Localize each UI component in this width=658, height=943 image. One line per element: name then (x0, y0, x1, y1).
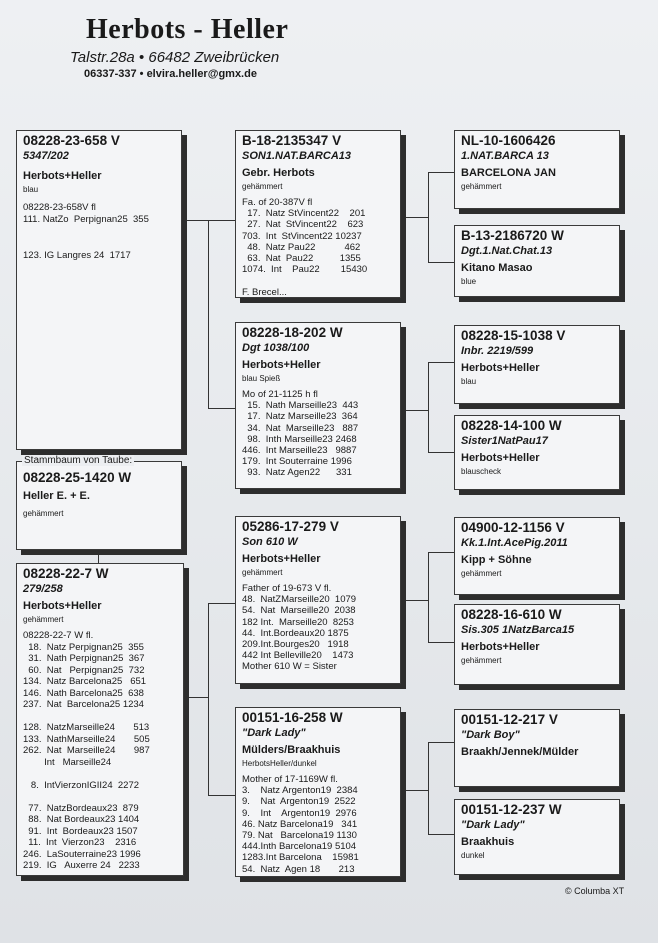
nickname: Sis.305 1NatzBarca15 (461, 624, 575, 636)
pigeon-card-father-2-mother (454, 604, 620, 685)
connector (98, 550, 99, 564)
pigeon-card-mother (235, 322, 401, 489)
pigeon-card-mother-2 (235, 707, 401, 877)
color: blau Spieß (242, 374, 281, 383)
pigeon-card-main (16, 130, 182, 450)
connector (428, 552, 454, 553)
pigeon-card-father-2-father (454, 517, 620, 595)
nickname: Kk.1.Int.AcePig.2011 (461, 537, 568, 549)
owner: Mülders/Braakhuis (242, 744, 341, 756)
connector (400, 600, 428, 601)
pigeon-card-father-mother (454, 225, 620, 297)
connector (183, 697, 208, 698)
connector (208, 603, 235, 604)
results: Father of 19-673 V fl. 48. NatZMarseille20 1079 54. Nat Marseille20 2038 182 Int. Marseille20 8253 44. Int.Bordeaux20 1875 209.Int.Bourges20 1918 442 Int Belleville20 1473 Mother 610 W = Sister (242, 583, 357, 673)
owner: Herbots+Heller (242, 553, 321, 565)
owner: Kitano Masao (461, 262, 533, 274)
nickname: "Dark Lady" (242, 727, 306, 739)
pigeon-card-father-2 (235, 516, 401, 684)
results: Fa. of 20-387V fl 17. Natz StVincent22 201 27. Nat StVincent22 623 703. Int StVincent22 10237 48. Natz Pau22 462 63. Nat Pau22 1355 1074. Int Pau22 15430 F. Brecel... (242, 197, 368, 298)
connector (428, 172, 429, 262)
pigeon-card-mother-2-mother (454, 799, 620, 875)
color: blue (461, 277, 477, 286)
nickname: Inbr. 2219/599 (461, 345, 534, 357)
color: blauscheck (461, 467, 502, 476)
owner: Herbots+Heller (23, 600, 102, 612)
pedigree-caption: Stammbaum von Taube: (24, 455, 133, 466)
connector (208, 408, 235, 409)
owner: Heller E. + E. (23, 490, 90, 502)
owner: Herbots+Heller (461, 641, 540, 653)
connector (400, 217, 428, 218)
nickname: Sister1NatPau17 (461, 435, 548, 447)
results: 08228-23-658V fl 111. NatZo Perpignan25 355 123. IG Langres 24 1717 (23, 202, 149, 261)
results: 08228-22-7 W fl. 18. Natz Perpignan25 355 31. Nath Perpignan25 367 60. Nat Perpignan25 732 134. Natz Barcelona25 651 146. Nath Barcelona25 638 237. Nat Barcelona25 1234 128. NatzMarseille24 513 133. NathMarseille24 505 262. Nat Marseille24 987 Int Marseille24 8. IntVierzonIGII24 2272 77. NatzBordeaux23 879 88. Nat Bordeaux23 1404 91. Int Bordeaux23 1507 11. Int Vierzon23 2316 246. LaSouterraine23 1996 219. IG Auxerre 24 2233 (23, 630, 150, 871)
connector (208, 220, 209, 408)
owner: Kipp + Söhne (461, 554, 532, 566)
nickname: 279/258 (23, 583, 63, 595)
owner: Gebr. Herbots (242, 167, 315, 179)
color: gehämmert (242, 568, 283, 577)
pigeon-card-father (235, 130, 401, 298)
ring-number: 08228-22-7 W (23, 566, 109, 581)
connector (428, 262, 454, 263)
connector (428, 452, 454, 453)
ring-number: 08228-16-610 W (461, 607, 562, 622)
connector (428, 362, 429, 452)
ring-number: B-18-2135347 V (242, 133, 342, 148)
connector (208, 603, 209, 795)
ring-number: 05286-17-279 V (242, 519, 339, 534)
ring-number: 00151-12-217 V (461, 712, 558, 727)
connector (400, 410, 428, 411)
results: Mother of 17-1169W fl. 3. Natz Argenton19 2384 9. Nat Argenton19 2522 9. Int Argenton19 2976 46. Natz Barcelona19 341 79. Nat Barcelona19 1130 444.Inth Barcelona19 5104 1283.Int Barcelona 15981 54. Natz Agen 18 213 (242, 774, 359, 875)
connector (208, 795, 235, 796)
nickname: 1.NAT.BARCA 13 (461, 150, 549, 162)
ring-number: 00151-16-258 W (242, 710, 343, 725)
ring-number: 08228-14-100 W (461, 418, 562, 433)
ring-number: 08228-15-1038 V (461, 328, 566, 343)
nickname: "Dark Lady" (461, 819, 525, 831)
connector (428, 642, 454, 643)
ring-number: 08228-25-1420 W (23, 470, 132, 485)
owner: BARCELONA JAN (461, 167, 556, 179)
copyright: © Columba XT (565, 886, 625, 896)
color: gehämmert (23, 615, 64, 624)
nickname: "Dark Boy" (461, 729, 520, 741)
connector (428, 552, 429, 642)
connector (428, 742, 454, 743)
color: blau (23, 185, 39, 194)
connector (428, 834, 454, 835)
connector (428, 172, 454, 173)
color: gehämmert (461, 656, 502, 665)
results: Mo of 21-1125 h fl 15. Nath Marseille23 443 17. Natz Marseille23 364 34. Nat Marseille23 887 98. Inth Marseille23 2468 446. Int Marseille23 9887 179. Int Souterraine 1996 93. Natz Agen22 331 (242, 389, 359, 479)
owner: Braakh/Jennek/Mülder (461, 746, 579, 758)
nickname: Dgt 1038/100 (242, 342, 310, 354)
connector (181, 220, 208, 221)
color: gehämmert (23, 509, 64, 518)
contact: 06337-337 • elvira.heller@gmx.de (84, 68, 257, 80)
ring-number: 08228-23-658 V (23, 133, 120, 148)
connector (208, 220, 235, 221)
color: gehämmert (242, 182, 283, 191)
ring-number: 08228-18-202 W (242, 325, 343, 340)
address: Talstr.28a • 66482 Zweibrücken (70, 49, 280, 66)
owner: Herbots+Heller (242, 359, 321, 371)
ring-number: NL-10-1606426 (461, 133, 556, 148)
owner: Herbots+Heller (461, 362, 540, 374)
nickname: SON1.NAT.BARCA13 (242, 150, 351, 162)
pigeon-card-sibling (16, 563, 184, 876)
color: dunkel (461, 851, 485, 860)
connector (400, 790, 428, 791)
pigeon-card-mother-2-father (454, 709, 620, 787)
color: gehämmert (461, 569, 502, 578)
pigeon-card-mother-father (454, 325, 620, 404)
ring-number: 04900-12-1156 V (461, 520, 565, 535)
pigeon-card-mother-mother (454, 415, 620, 490)
connector (428, 742, 429, 834)
nickname: Dgt.1.Nat.Chat.13 (461, 245, 553, 257)
ring-number: B-13-2186720 W (461, 228, 564, 243)
nickname: Son 610 W (242, 536, 298, 548)
color: gehämmert (461, 182, 502, 191)
ring-number: 00151-12-237 W (461, 802, 562, 817)
page-title: Herbots - Heller (86, 14, 289, 45)
owner: Herbots+Heller (461, 452, 540, 464)
connector (428, 362, 454, 363)
nickname: 5347/202 (23, 150, 69, 162)
color: blau (461, 377, 477, 386)
pedigree-subject-card (16, 461, 182, 550)
pigeon-card-father-father (454, 130, 620, 209)
owner: Braakhuis (461, 836, 515, 848)
owner: Herbots+Heller (23, 170, 102, 182)
color: HerbotsHeller/dunkel (242, 759, 317, 768)
